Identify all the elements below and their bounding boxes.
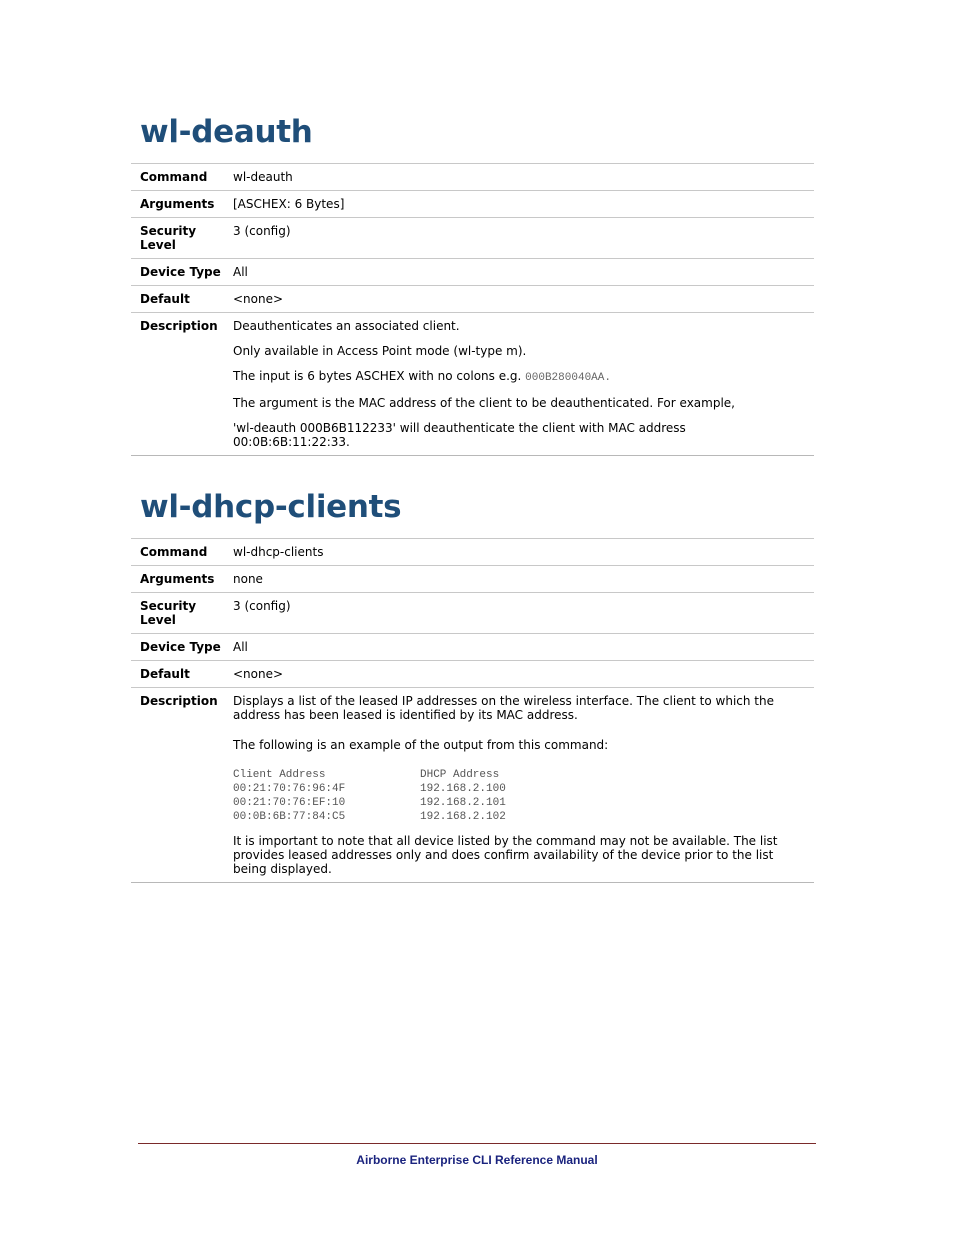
output-header (233, 768, 802, 782)
output-dhcp-address: 192.168.2.101 (420, 797, 506, 809)
row-value: wl-dhcp-clients (233, 545, 324, 559)
row-value: 3 (config) (233, 599, 291, 613)
row-value: <none> (233, 667, 284, 681)
row-value: [ASCHEX: 6 Bytes] (233, 197, 345, 211)
output-client-address: 00:21:70:76:96:4F (233, 783, 346, 795)
table-row (131, 634, 814, 661)
output-dhcp-address: 192.168.2.100 (420, 783, 506, 795)
table-row (131, 218, 814, 259)
row-key: Description (140, 319, 218, 333)
row-key: Arguments (140, 572, 215, 586)
row-key: Description (140, 694, 218, 708)
output-row (233, 796, 802, 810)
description-paragraph: It is important to note that all device listed by the command may not be available. The list provides leased addresses only and does confirm availability of the device prior to the list being displayed. (233, 834, 778, 876)
description-cell (233, 313, 814, 456)
section-title-wl-dhcp-clients: wl-dhcp-clients (140, 489, 402, 525)
command-table-wl-dhcp-clients (131, 538, 814, 883)
section-title-wl-deauth: wl-deauth (140, 114, 313, 150)
table-row (131, 286, 814, 313)
description-text: The input is 6 bytes ASCHEX with no colons e.g. (233, 369, 526, 383)
description-paragraph: 'wl-deauth 000B6B112233' will deauthenticate the client with MAC address 00:0B:6B:11:22:33. (233, 421, 686, 449)
table-row (131, 661, 814, 688)
row-value: wl-deauth (233, 170, 293, 184)
table-row (131, 313, 814, 456)
table-row (131, 566, 814, 593)
table-row (131, 539, 814, 566)
table-row (131, 191, 814, 218)
table-row (131, 259, 814, 286)
row-key: Default (140, 292, 190, 306)
row-value: 3 (config) (233, 224, 291, 238)
punctuation: . (604, 372, 611, 384)
row-key: Default (140, 667, 190, 681)
output-dhcp-address: 192.168.2.102 (420, 811, 506, 823)
row-key: Device Type (140, 640, 221, 654)
description-paragraph (233, 369, 802, 385)
description-paragraph: The following is an example of the output from this command: (233, 738, 609, 752)
description-paragraph: The argument is the MAC address of the client to be deauthenticated. For example, (233, 396, 735, 410)
description-paragraph: Deauthenticates an associated client. (233, 319, 460, 333)
row-key: Command (140, 545, 208, 559)
row-value: <none> (233, 292, 284, 306)
row-key: Command (140, 170, 208, 184)
footer-divider (138, 1143, 816, 1144)
output-col-dhcp: DHCP Address (420, 769, 500, 781)
command-table-wl-deauth (131, 163, 814, 456)
output-client-address: 00:0B:6B:77:84:C5 (233, 811, 346, 823)
output-row (233, 810, 802, 824)
output-client-address: 00:21:70:76:EF:10 (233, 797, 346, 809)
table-row (131, 593, 814, 634)
description-paragraph: Displays a list of the leased IP addresses on the wireless interface. The client to which the address has been leased is identified by its MAC address. (233, 694, 775, 722)
row-key: Arguments (140, 197, 215, 211)
row-value: none (233, 572, 263, 586)
row-key: Security Level (140, 599, 197, 627)
output-row (233, 782, 802, 796)
output-col-client: Client Address (233, 769, 326, 781)
description-cell (233, 688, 814, 883)
row-key: Security Level (140, 224, 197, 252)
row-key: Device Type (140, 265, 221, 279)
footer-title: Airborne Enterprise CLI Reference Manual (356, 1153, 598, 1167)
table-row (131, 164, 814, 191)
description-paragraph: Only available in Access Point mode (wl-type m). (233, 344, 527, 358)
table-row (131, 688, 814, 883)
code-example: 000B280040AA (525, 372, 605, 384)
row-value: All (233, 640, 248, 654)
row-value: All (233, 265, 248, 279)
command-output-example (233, 768, 802, 824)
